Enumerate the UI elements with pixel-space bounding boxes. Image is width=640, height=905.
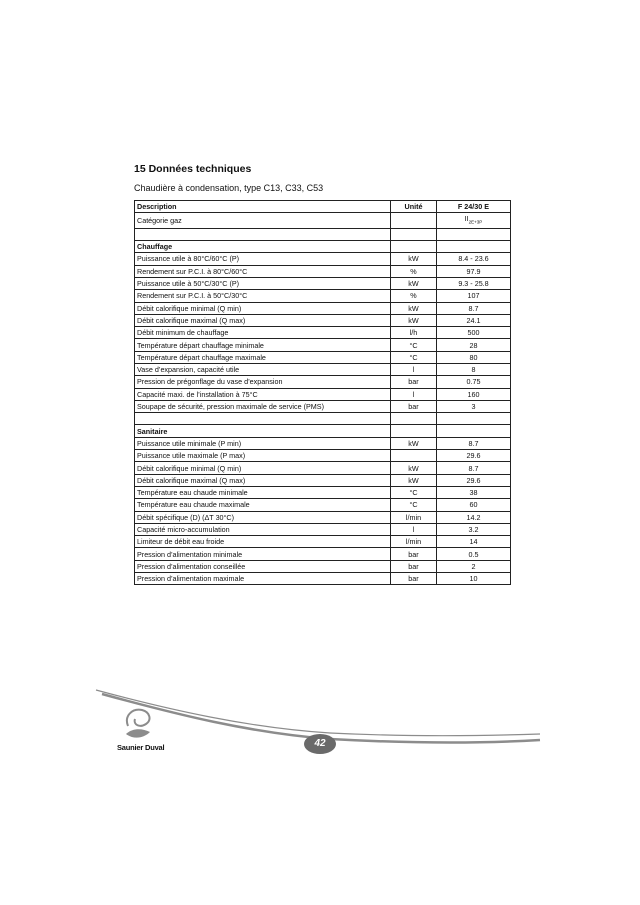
swoosh-curve-upper (96, 690, 540, 736)
table-row (135, 351, 511, 363)
table-row (135, 376, 511, 388)
row-unit (391, 450, 437, 462)
gas-category-main: II (464, 214, 469, 224)
row-description: Soupape de sécurité, pression maximale de service (PMS) (135, 400, 391, 412)
table-row (135, 450, 511, 462)
row-value: 8.7 (437, 437, 511, 449)
row-unit: °C (391, 351, 437, 363)
row-value: 10 (437, 573, 511, 585)
spacer-cell (437, 413, 511, 425)
brand-name: Saunier Duval (117, 743, 165, 752)
table-row (135, 511, 511, 523)
row-unit: kW (391, 253, 437, 265)
table-row (135, 277, 511, 289)
table-row (135, 265, 511, 277)
spacer-cell (135, 228, 391, 240)
row-description: Puissance utile minimale (P min) (135, 437, 391, 449)
row-value: 160 (437, 388, 511, 400)
row-value: 500 (437, 327, 511, 339)
table-row (135, 486, 511, 498)
row-value: 29.6 (437, 474, 511, 486)
row-description: Débit calorifique minimal (Q min) (135, 462, 391, 474)
spacer-cell (391, 413, 437, 425)
table-row (135, 437, 511, 449)
table-row (135, 462, 511, 474)
section-unit-empty (391, 241, 437, 253)
technical-data-table (134, 200, 511, 585)
row-description: Pression de prégonflage du vase d’expansion (135, 376, 391, 388)
row-unit: l (391, 364, 437, 376)
row-unit: °C (391, 499, 437, 511)
row-description: Rendement sur P.C.I. à 50°C/30°C (135, 290, 391, 302)
row-value: 24.1 (437, 314, 511, 326)
row-description: Puissance utile à 80°C/60°C (P) (135, 253, 391, 265)
table-row (135, 400, 511, 412)
section-value-empty (437, 241, 511, 253)
row-value: 14.2 (437, 511, 511, 523)
gas-category-label: Catégorie gaz (135, 213, 391, 228)
row-description: Débit spécifique (D) (ΔT 30°C) (135, 511, 391, 523)
row-description: Capacité micro-accumulation (135, 523, 391, 535)
header-unit: Unité (391, 201, 437, 213)
row-unit: kW (391, 277, 437, 289)
footer-swoosh (0, 670, 640, 770)
row-unit: bar (391, 560, 437, 572)
row-value: 2 (437, 560, 511, 572)
row-unit: l (391, 523, 437, 535)
table-body (135, 213, 511, 585)
table-row (135, 253, 511, 265)
row-description: Débit calorifique maximal (Q max) (135, 314, 391, 326)
row-value: 29.6 (437, 450, 511, 462)
table-row (135, 290, 511, 302)
gas-category-value (437, 213, 511, 228)
gas-category-sub: 2E+3P (468, 219, 483, 225)
row-unit: bar (391, 573, 437, 585)
row-unit: kW (391, 474, 437, 486)
row-unit: % (391, 290, 437, 302)
row-description: Pression d’alimentation maximale (135, 573, 391, 585)
row-description: Limiteur de débit eau froide (135, 536, 391, 548)
table-row (135, 413, 511, 425)
row-value: 8.7 (437, 302, 511, 314)
table-row (135, 213, 511, 228)
row-value: 0.75 (437, 376, 511, 388)
row-unit: kW (391, 314, 437, 326)
spacer-cell (391, 228, 437, 240)
row-value: 8.4 - 23.6 (437, 253, 511, 265)
table-row (135, 339, 511, 351)
row-description: Rendement sur P.C.I. à 80°C/60°C (135, 265, 391, 277)
row-unit: l/min (391, 536, 437, 548)
row-unit: °C (391, 339, 437, 351)
section-header-row (135, 425, 511, 437)
spacer-cell (437, 228, 511, 240)
table-row (135, 364, 511, 376)
table-row (135, 327, 511, 339)
row-description: Pression d’alimentation minimale (135, 548, 391, 560)
row-value: 3 (437, 400, 511, 412)
table-row (135, 548, 511, 560)
section-header-row (135, 241, 511, 253)
brand-logo-mark (126, 710, 150, 738)
table-header-row (135, 201, 511, 213)
gas-category-unit (391, 213, 437, 228)
table-row (135, 314, 511, 326)
section-title: Chauffage (135, 241, 391, 253)
row-description: Débit calorifique maximal (Q max) (135, 474, 391, 486)
row-value: 14 (437, 536, 511, 548)
row-value: 107 (437, 290, 511, 302)
row-description: Puissance utile à 50°C/30°C (P) (135, 277, 391, 289)
table-row (135, 499, 511, 511)
row-description: Température départ chauffage maximale (135, 351, 391, 363)
table-row (135, 228, 511, 240)
row-value: 9.3 - 25.8 (437, 277, 511, 289)
row-value: 3.2 (437, 523, 511, 535)
row-value: 97.9 (437, 265, 511, 277)
row-description: Température eau chaude maximale (135, 499, 391, 511)
row-description: Température départ chauffage minimale (135, 339, 391, 351)
row-description: Débit calorifique minimal (Q min) (135, 302, 391, 314)
row-unit: bar (391, 376, 437, 388)
table-row (135, 536, 511, 548)
row-unit: l (391, 388, 437, 400)
row-unit: l/h (391, 327, 437, 339)
table-row (135, 388, 511, 400)
row-unit: kW (391, 302, 437, 314)
row-value: 28 (437, 339, 511, 351)
table-row (135, 302, 511, 314)
row-value: 60 (437, 499, 511, 511)
row-description: Capacité maxi. de l’installation à 75°C (135, 388, 391, 400)
row-description: Vase d’expansion, capacité utile (135, 364, 391, 376)
section-unit-empty (391, 425, 437, 437)
section-title: Sanitaire (135, 425, 391, 437)
row-unit: bar (391, 548, 437, 560)
page-title: 15 Données techniques (134, 163, 252, 175)
row-description: Pression d’alimentation conseillée (135, 560, 391, 572)
spacer-cell (135, 413, 391, 425)
row-unit: l/min (391, 511, 437, 523)
row-value: 8 (437, 364, 511, 376)
row-description: Puissance utile maximale (P max) (135, 450, 391, 462)
row-unit: % (391, 265, 437, 277)
page-number: 42 (314, 738, 326, 749)
row-description: Débit minimum de chauffage (135, 327, 391, 339)
table-row (135, 523, 511, 535)
table-row (135, 560, 511, 572)
row-value: 80 (437, 351, 511, 363)
page-subtitle: Chaudière à condensation, type C13, C33, C53 (134, 183, 324, 193)
section-value-empty (437, 425, 511, 437)
row-description: Température eau chaude minimale (135, 486, 391, 498)
row-unit: bar (391, 400, 437, 412)
row-value: 38 (437, 486, 511, 498)
row-value: 0.5 (437, 548, 511, 560)
header-description: Description (135, 201, 391, 213)
row-unit: kW (391, 462, 437, 474)
table-row (135, 474, 511, 486)
table-row (135, 573, 511, 585)
row-value: 8.7 (437, 462, 511, 474)
row-unit: °C (391, 486, 437, 498)
row-unit: kW (391, 437, 437, 449)
header-model: F 24/30 E (437, 201, 511, 213)
